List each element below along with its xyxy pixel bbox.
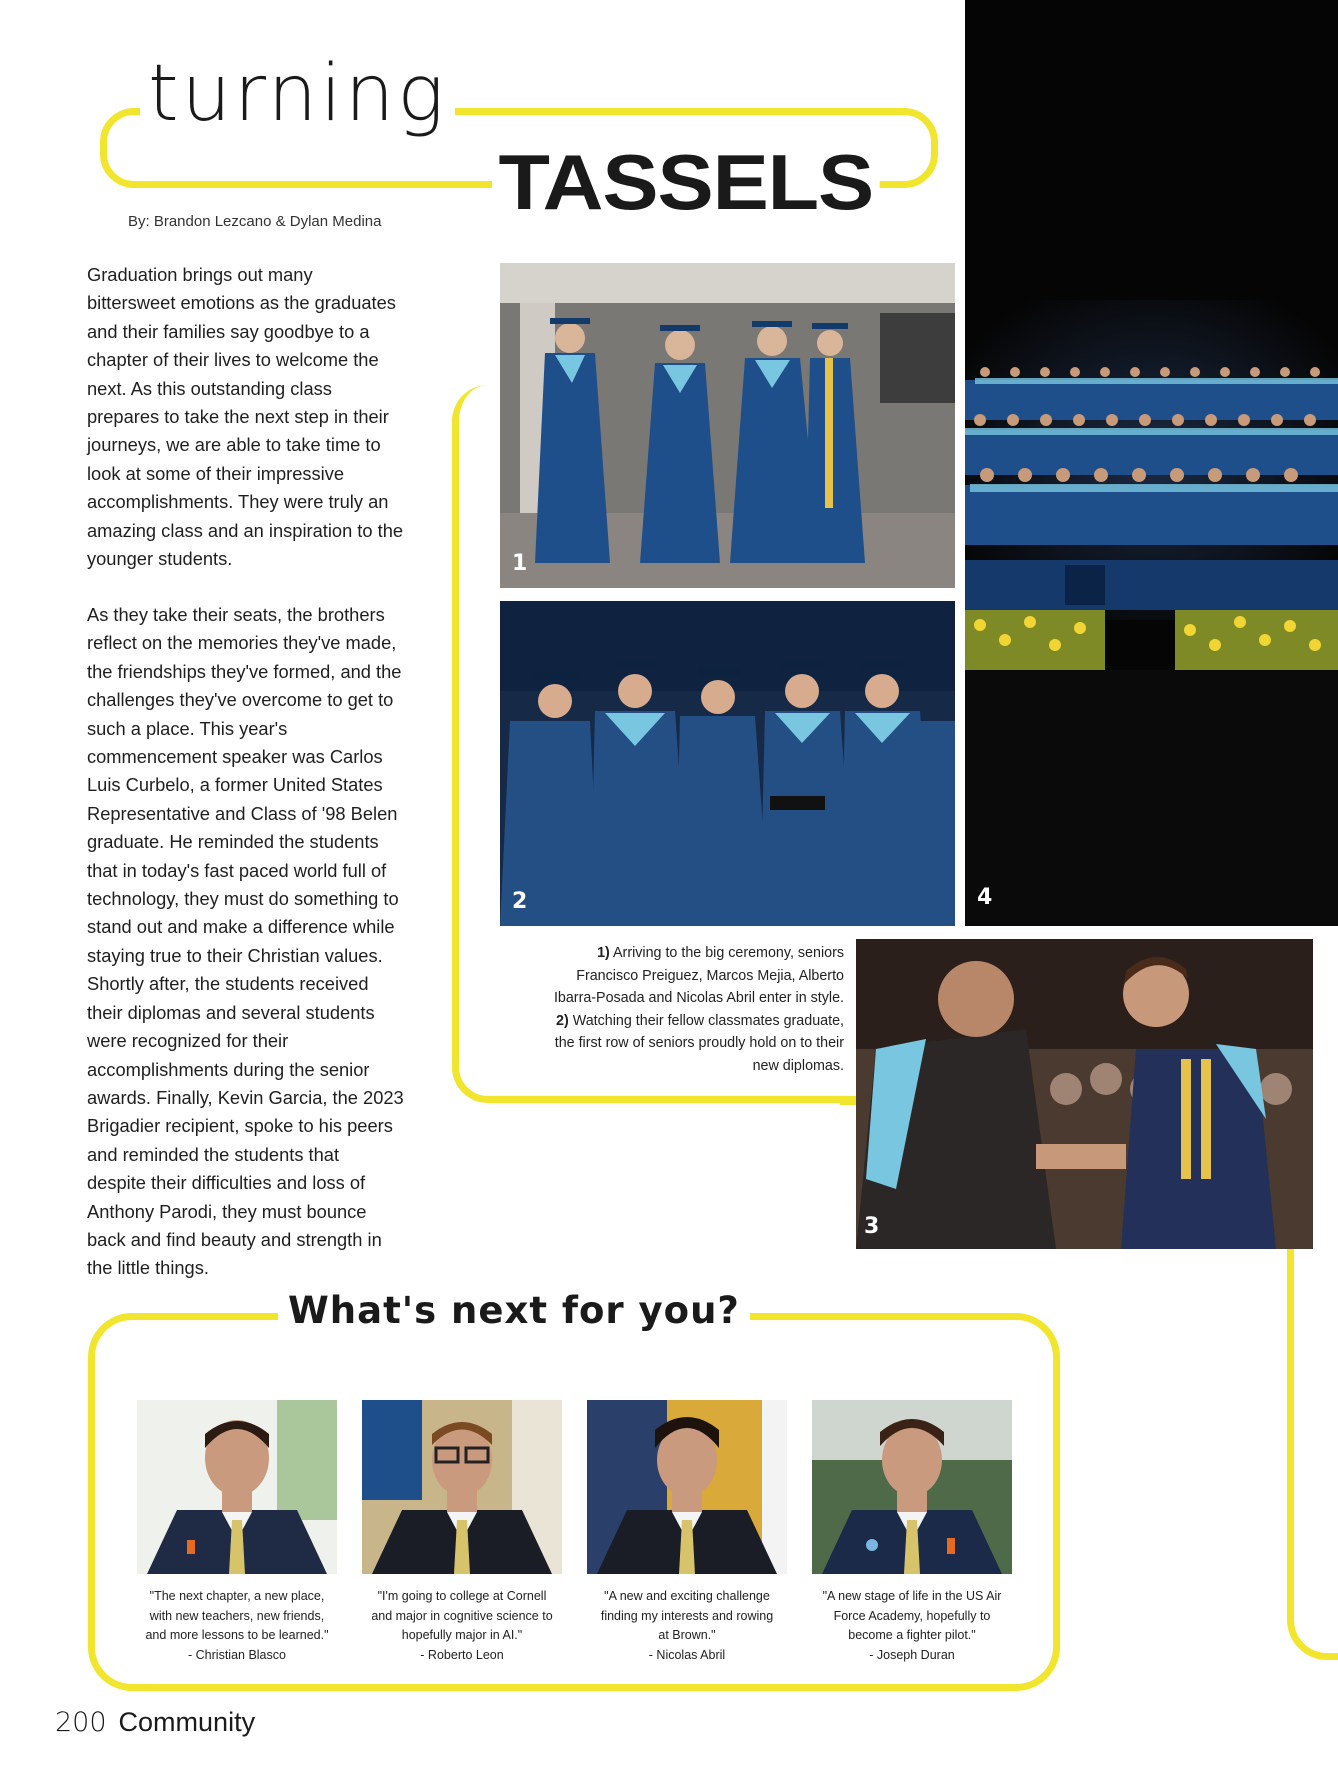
text-line: reflect on the memories they've made, xyxy=(87,632,397,654)
text-line: the friendships they've formed, and the xyxy=(87,660,402,682)
photo-caption xyxy=(506,942,844,1078)
text-line: Shortly after, the students received xyxy=(87,973,369,995)
text-line: Anthony Parodi, they must bounce xyxy=(87,1200,367,1222)
quote-roberto-leon: "I'm going to college at Cornell and major in cognitive science to hopefully major in AI." - Roberto Leon xyxy=(357,1587,567,1665)
caption-2-number: 2) xyxy=(556,1012,569,1029)
caption-line: 2) Watching their fellow classmates graduate, xyxy=(556,1012,844,1029)
byline: By: Brandon Lezcano & Dylan Medina xyxy=(128,213,382,230)
photo-1-image xyxy=(500,263,955,588)
quote-author: - Christian Blasco xyxy=(188,1647,286,1662)
text-line: chapter of their lives to welcome the xyxy=(87,349,379,371)
portrait-christian-blasco xyxy=(137,1400,337,1574)
text-line: back and find beauty and strength in xyxy=(87,1228,382,1250)
quote-author: - Joseph Duran xyxy=(869,1647,955,1662)
text-line: commencement speaker was Carlos xyxy=(87,746,383,768)
text-line: Brigadier recipient, spoke to his peers xyxy=(87,1115,393,1137)
text-line: were recognized for their xyxy=(87,1030,289,1052)
text-line: such a place. This year's xyxy=(87,717,288,739)
text-line: graduate. He reminded the students xyxy=(87,831,379,853)
title-turning: turning xyxy=(140,55,455,133)
text-line: and their families say goodbye to a xyxy=(87,320,370,342)
text-line: prepares to take the next step in their xyxy=(87,406,389,428)
portrait-2-image xyxy=(362,1400,562,1574)
text-line: technology, they must do something to xyxy=(87,888,399,910)
photo-4-number: 4 xyxy=(977,885,993,910)
text-line: accomplishments during the senior xyxy=(87,1058,370,1080)
caption-line: Francisco Preiguez, Marcos Mejia, Alberto xyxy=(576,967,844,984)
text-line: stand out and make a difference while xyxy=(87,916,395,938)
photo-4-image xyxy=(965,0,1338,926)
quote-christian-blasco: "The next chapter, a new place, with new teachers, new friends, and more lessons to be learned." - Christian Blasco xyxy=(132,1587,342,1665)
photo-3-diploma xyxy=(856,939,1313,1249)
photo-1-number: 1 xyxy=(512,551,528,576)
text-line: younger students. xyxy=(87,548,233,570)
text-line: look at some of their impressive xyxy=(87,462,345,484)
text-line: amazing class and an inspiration to the xyxy=(87,519,404,541)
text-line: next. As this outstanding class xyxy=(87,377,332,399)
text-line: accomplishments. They were truly an xyxy=(87,491,389,513)
quote-nicolas-abril: "A new and exciting challenge finding my interests and rowing at Brown." - Nicolas Abril xyxy=(582,1587,792,1665)
portrait-joseph-duran xyxy=(812,1400,1012,1574)
section-name: Community xyxy=(118,1707,256,1737)
portrait-nicolas-abril xyxy=(587,1400,787,1574)
portrait-4-image xyxy=(812,1400,1012,1574)
text-line: the little things. xyxy=(87,1257,209,1279)
text-line: their diplomas and several students xyxy=(87,1001,375,1023)
caption-line: new diplomas. xyxy=(752,1057,844,1074)
photo-4-auditorium xyxy=(965,0,1338,926)
photo-2-seated-row xyxy=(500,601,955,926)
photo-3-number: 3 xyxy=(864,1214,880,1239)
photo-2-image xyxy=(500,601,955,926)
caption-1-number: 1) xyxy=(597,945,610,961)
page-number: 200 xyxy=(55,1707,107,1738)
quote-author: - Roberto Leon xyxy=(420,1647,504,1662)
text-line: As they take their seats, the brothers xyxy=(87,604,385,625)
text-line: challenges they've overcome to get to xyxy=(87,689,394,711)
whats-next-heading: What's next for you? xyxy=(278,1292,750,1329)
photo-2-number: 2 xyxy=(512,889,528,914)
portrait-1-image xyxy=(137,1400,337,1574)
right-edge-frame xyxy=(1287,1240,1338,1660)
photo-3-image xyxy=(856,939,1313,1249)
text-line: Luis Curbelo, a former United States xyxy=(87,774,383,796)
portrait-roberto-leon xyxy=(362,1400,562,1574)
caption-line: Ibarra-Posada and Nicolas Abril enter in style. xyxy=(553,990,844,1007)
text-line: and reminded the students that xyxy=(87,1143,340,1165)
photo-1-arrival xyxy=(500,263,955,588)
text-line: awards. Finally, Kevin Garcia, the 2023 xyxy=(87,1086,404,1108)
article-paragraph-1 xyxy=(87,261,432,573)
page-footer xyxy=(55,1707,255,1738)
text-line: Representative and Class of '98 Belen xyxy=(87,802,398,824)
text-line: Graduation brings out many xyxy=(87,264,313,285)
text-line: bittersweet emotions as the graduates xyxy=(87,292,396,314)
caption-line: the first row of seniors proudly hold on to their xyxy=(554,1035,844,1052)
text-line: that in today's fast paced world full of xyxy=(87,859,387,881)
caption-line: 1) Arriving to the big ceremony, seniors xyxy=(597,945,844,961)
quote-joseph-duran: "A new stage of life in the US Air Force Academy, hopefully to become a fighter pilot." - Joseph Duran xyxy=(807,1587,1017,1665)
portrait-3-image xyxy=(587,1400,787,1574)
title-tassels: TASSELS xyxy=(492,143,880,221)
text-line: journeys, we are able to take time to xyxy=(87,434,381,456)
text-line: despite their difficulties and loss of xyxy=(87,1172,366,1194)
article-paragraph-2 xyxy=(87,601,432,1283)
text-line: staying true to their Christian values. xyxy=(87,944,383,966)
quote-author: - Nicolas Abril xyxy=(648,1647,726,1662)
